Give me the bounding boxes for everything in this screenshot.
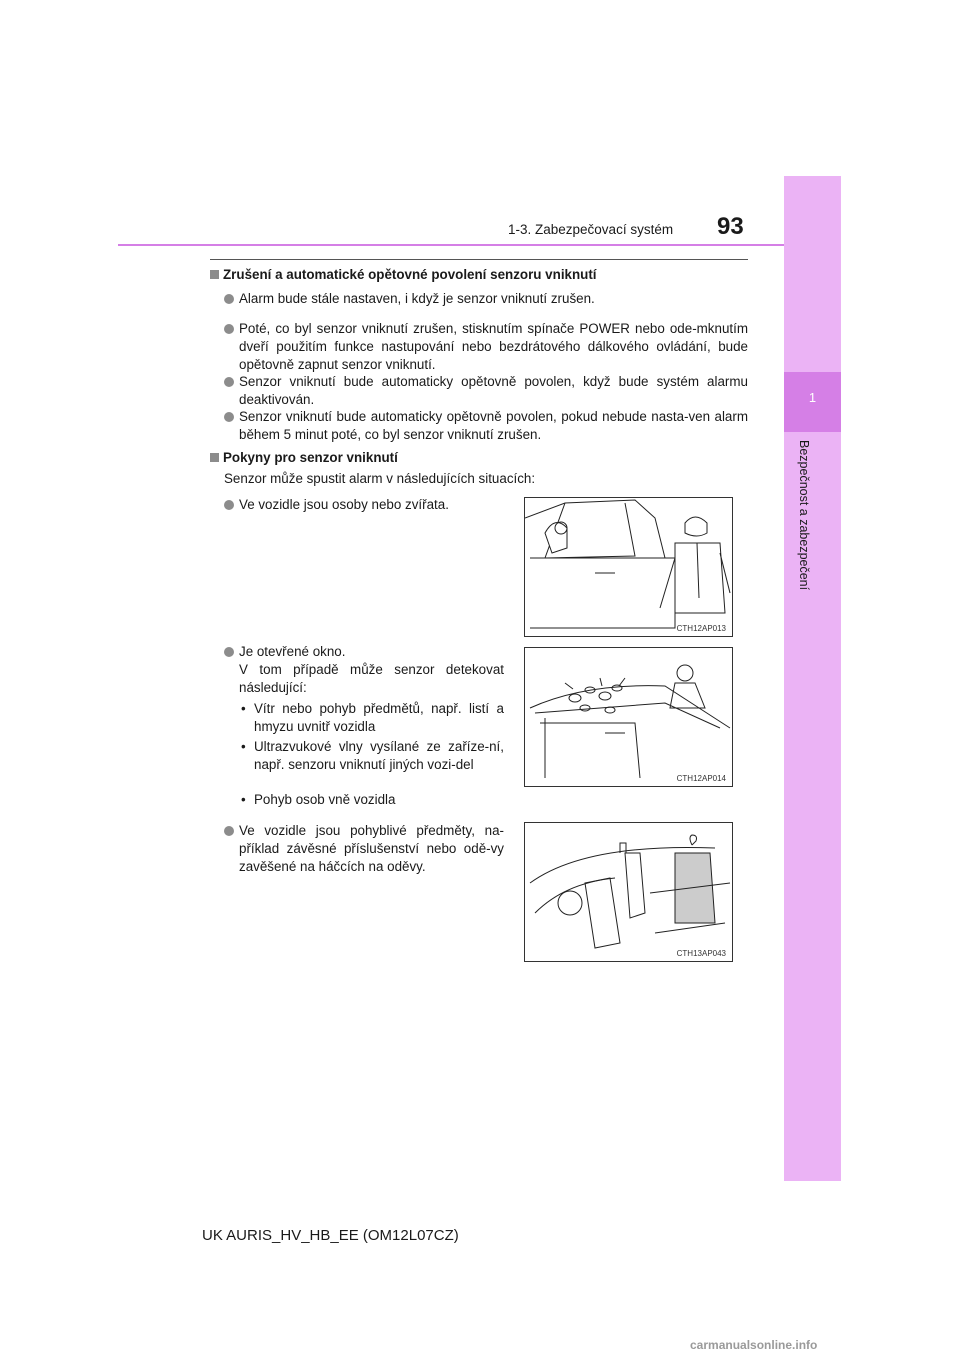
bullet-dot-icon (224, 500, 234, 510)
bullet-dot-icon (224, 826, 234, 836)
bullet-text: Ve vozidle jsou osoby nebo zvířata. (239, 497, 449, 512)
bullet-text: Alarm bude stále nastaven, i když je senzor vniknutí zrušen. (239, 291, 595, 306)
content-divider (210, 259, 748, 260)
bullet-item (239, 290, 748, 308)
heading-text: Zrušení a automatické opětovné povolení senzoru vniknutí (223, 267, 597, 282)
intro-text: Senzor může spustit alarm v následujících situacích: (224, 471, 536, 486)
square-bullet-icon (210, 270, 219, 279)
sub-item-text: Ultrazvukové vlny vysílané ze zaříze-ní, např. senzoru vniknutí jiných vozi-del (254, 739, 504, 772)
section-heading-cancel (210, 266, 750, 284)
car-window-leaves-drawing (525, 648, 732, 786)
square-bullet-icon (210, 453, 219, 462)
car-door-person-drawing (525, 498, 732, 636)
bullet-text: Ve vozidle jsou pohyblivé předměty, na-příklad závěsné příslušenství nebo odě-vy zavěšené na háčcích na oděvy. (239, 823, 504, 874)
bullet-dot-icon (224, 377, 234, 387)
bullet-text: Senzor vniknutí bude automaticky opětovně povolen, pokud nebude nasta-ven alarm během 5 minut poté, co byl senzor vniknutí zrušen. (239, 409, 748, 442)
heading-text: Pokyny pro senzor vniknutí (223, 450, 398, 465)
bullet-dot-icon (224, 324, 234, 334)
sub-bullet-marker: • (241, 739, 246, 754)
bullet-dot-icon (224, 412, 234, 422)
header-divider (118, 244, 784, 246)
bullet-dot-icon (224, 647, 234, 657)
sub-bullet-marker: • (241, 792, 246, 807)
car-interior-drawing (525, 823, 732, 961)
section-title: 1-3. Zabezpečovací systém (508, 222, 674, 237)
bullet-item (239, 496, 504, 514)
page-number: 93 (717, 213, 744, 240)
bullet-item (239, 408, 748, 444)
sub-item (241, 738, 504, 774)
bullet-item (239, 822, 504, 876)
footer-model: UK AURIS_HV_HB_EE (OM12L07CZ) (202, 1227, 459, 1244)
figure-code: CTH13AP043 (676, 949, 726, 958)
section-heading-notes (210, 449, 750, 467)
chapter-label: Bezpečnost a zabezpečení (797, 440, 811, 591)
bullet-text: V tom případě může senzor detekovat následující: (239, 662, 504, 695)
bullet-text: Poté, co byl senzor vniknutí zrušen, stisknutím spínače POWER nebo ode-mknutím dveří použitím funkce nastupování nebo bezdrátového dálkového ovládání, bude opětovně zapnut senzor vniknutí. (239, 321, 748, 372)
chapter-side-tab (784, 176, 841, 1181)
illustration-interior-clothes (524, 822, 733, 962)
bullet-item (239, 320, 748, 374)
figure-code: CTH12AP013 (676, 624, 726, 633)
sub-item (241, 700, 504, 736)
sub-bullet-marker: • (241, 701, 246, 716)
bullet-item (239, 643, 504, 697)
watermark: carmanualsonline.info (690, 1338, 818, 1352)
illustration-open-window (524, 647, 733, 787)
bullet-text: Senzor vniknutí bude automaticky opětovně povolen, když bude systém alarmu deaktivován. (239, 374, 748, 407)
bullet-text: Je otevřené okno. (239, 644, 346, 659)
sub-item (241, 791, 504, 809)
chapter-number: 1 (808, 390, 817, 405)
sub-item-text: Vítr nebo pohyb předmětů, např. listí a hmyzu uvnitř vozidla (254, 701, 504, 734)
figure-code: CTH12AP014 (676, 774, 726, 783)
bullet-dot-icon (224, 294, 234, 304)
sub-item-text: Pohyb osob vně vozidla (254, 792, 396, 807)
illustration-person-dog (524, 497, 733, 637)
bullet-item (239, 373, 748, 409)
